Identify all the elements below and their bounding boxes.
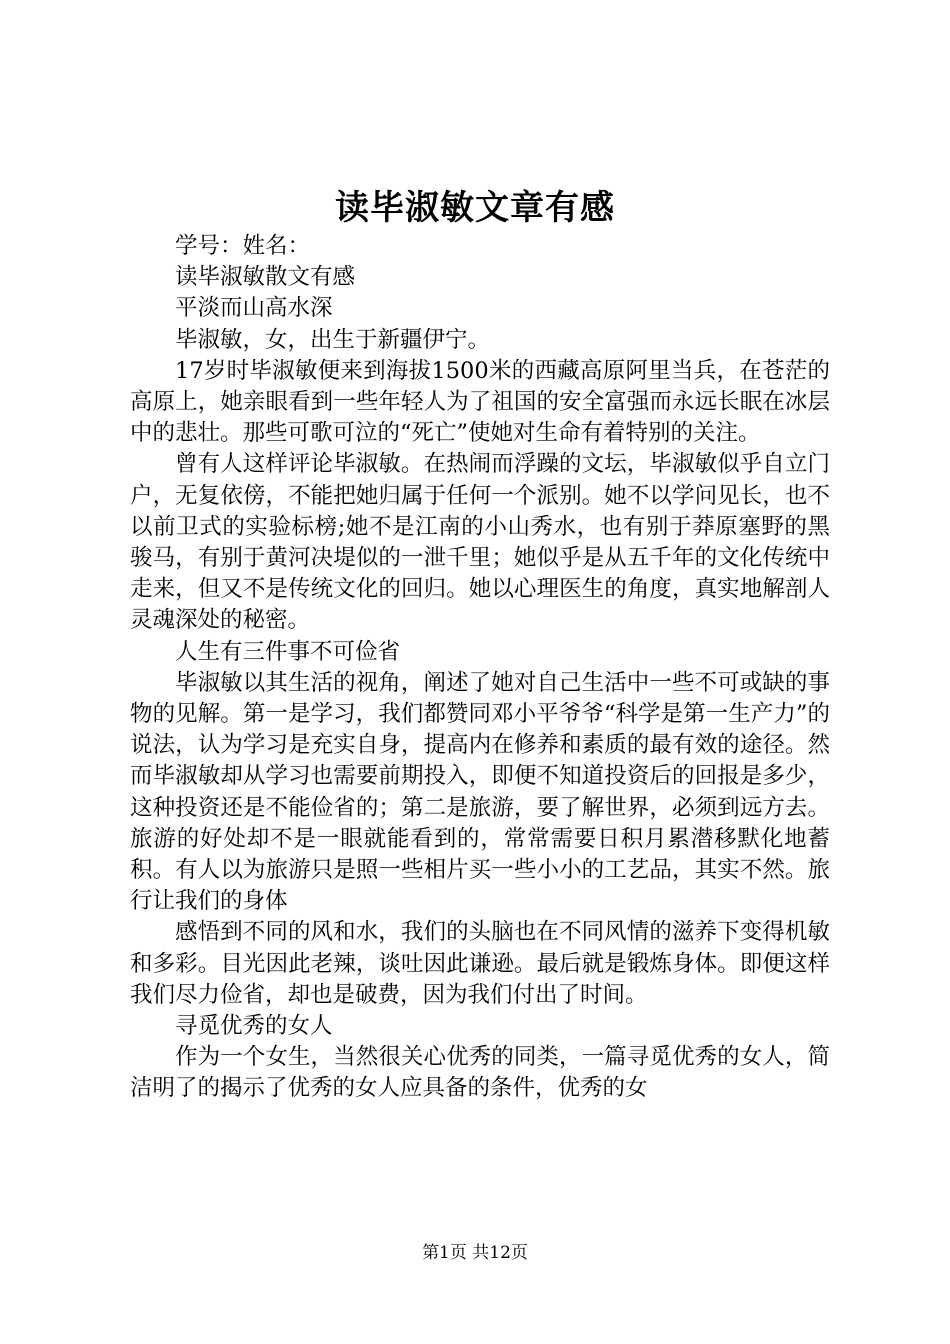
paragraph-student-info: 学号：姓名： [175,233,311,259]
section-heading: 寻觅优秀的女人 [175,1013,333,1040]
page-title: 读毕淑敏文章有感 [335,188,615,228]
paragraph: 毕淑敏，女，出生于新疆伊宁。 [175,326,491,353]
paragraph: 曾有人这样评论毕淑敏。在热闹而浮躁的文坛，毕淑敏似乎自立门户，无复依傍，不能把她归属于任何一个派别。她不以学问见长，也不以前卫式的实验标榜;她不是江南的小山秀水，也有别于莽原塞野的黑骏马，有别于黄河决堤似的一泄千里；她似乎是从五千年的文化传统中走来，但又不是传统文化的回归。她以心理医生的角度，真实地解剖人灵魂深处的秘密。 [130,451,830,634]
paragraph: 17岁时毕淑敏便来到海拔1500米的西藏高原阿里当兵，在苍茫的高原上，她亲眼看到一些年轻人为了祖国的安全富强而永远长眠在冰层中的悲壮。那些可歌可泣的“死亡”使她对生命有着特别的关注。 [130,357,830,447]
page-footer: 第1页 共12页 [422,1243,528,1263]
paragraph: 毕淑敏以其生活的视角，阐述了她对自己生活中一些不可或缺的事物的见解。第一是学习，我们都赞同邓小平爷爷“科学是第一生产力”的说法，认为学习是充实自身，提高内在修养和素质的最有效的途径。然而毕淑敏却从学习也需要前期投入，即便不知道投资后的回报是多少，这种投资还是不能俭省的；第二是旅游，要了解世界，必须到远方去。旅游的好处却不是一眼就能看到的，常常需要日积月累潜移默化地蓄积。有人以为旅游只是照一些相片买一些小小的工艺品，其实不然。旅行让我们的身体 [130,669,830,915]
document-body [130,231,830,1105]
paragraph: 感悟到不同的风和水，我们的头脑也在不同风情的滋养下变得机敏和多彩。目光因此老辣，谈吐因此谦逊。最后就是锻炼身体。即便这样我们尽力俭省，却也是破费，因为我们付出了时间。 [130,919,830,1008]
section-heading: 平淡而山高水深 [175,295,333,322]
section-heading: 人生有三件事不可俭省 [175,638,401,665]
paragraph: 作为一个女生，当然很关心优秀的同类，一篇寻觅优秀的女人，简洁明了的揭示了优秀的女人应具备的条件，优秀的女 [130,1044,830,1102]
paragraph-subtitle: 读毕淑敏散文有感 [175,264,356,291]
